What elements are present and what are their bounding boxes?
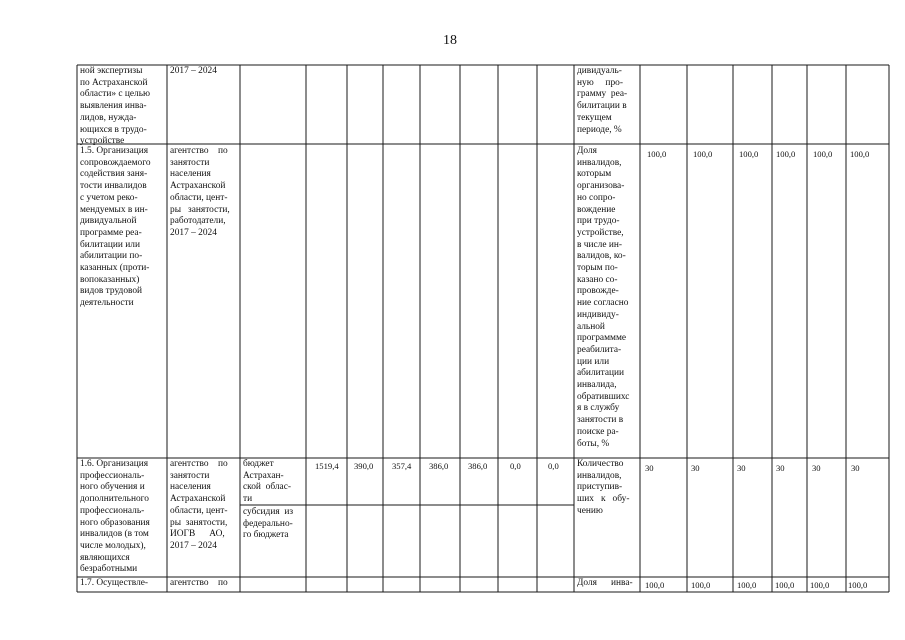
row-1-4-event: ной экспертизы по Астраханской области» с целью выявления инва- лидов, нужда- ющихся в трудо- устройстве — [80, 66, 151, 147]
row-1-7-target: 100,0 — [775, 580, 795, 590]
row-1-7-target: 100,0 — [691, 580, 711, 590]
row-1-6-value: 357,4 — [392, 461, 412, 471]
row-1-5-target: 100,0 — [776, 149, 796, 159]
row-1-6-target: 30 — [737, 463, 746, 473]
row-1-6-value: 0,0 — [510, 461, 521, 471]
row-1-7-target: 100,0 — [645, 580, 665, 590]
row-1-5-target: 100,0 — [693, 149, 713, 159]
row-1-5-target: 100,0 — [813, 149, 833, 159]
row-1-6-indicator: Количество инвалидов, приступив- ших к обу- чению — [577, 459, 630, 516]
row-1-6-value: 386,0 — [429, 461, 449, 471]
row-1-4-indicator: дивидуаль- ную про- грамму реа- билитации в текущем периоде, % — [577, 66, 628, 135]
row-1-6-value: 386,0 — [468, 461, 488, 471]
row-1-6-source-federal: субсидия из федерально- го бюджета — [243, 507, 294, 541]
row-1-5-executor: агентство по занятости населения Астраханской области, цент- ры занятости, работодатели, 2017 – 2024 — [170, 146, 230, 238]
row-1-5-target: 100,0 — [850, 149, 870, 159]
row-1-6-value-total: 1519,4 — [315, 461, 339, 471]
row-1-7-target: 100,0 — [810, 580, 830, 590]
row-1-6-target: 30 — [851, 463, 860, 473]
page-number: 18 — [443, 33, 457, 48]
row-1-4-executor: 2017 – 2024 — [170, 66, 217, 76]
row-1-6-target: 30 — [645, 463, 654, 473]
row-1-5-event: 1.5. Организация сопровождаемого содействия заня- тости инвалидов с учетом реко- мендуемых в ин- дивидуальной программе реа- билитации или абилитации по- казанных (проти- вопоказанных) видов трудовой деятельности — [80, 146, 151, 309]
row-1-6-executor: агентство по занятости населения Астраханской области, цент- ры занятости, ИОГВ АО, 2017 – 2024 — [170, 459, 228, 551]
row-1-7-executor: агентство по — [170, 578, 228, 588]
row-1-6-target: 30 — [691, 463, 700, 473]
row-1-5-target: 100,0 — [739, 149, 759, 159]
row-1-7-indicator: Доля инва- — [577, 578, 633, 588]
row-1-6-event: 1.6. Организация профессиональ- ного обучения и дополнительного профессиональ- ного образования инвалидов (в том числе молодых), являющихся безработными — [80, 459, 150, 575]
row-1-6-value: 0,0 — [548, 461, 559, 471]
row-1-7-target: 100,0 — [848, 580, 868, 590]
row-1-6-target: 30 — [812, 463, 821, 473]
row-1-6-target: 30 — [776, 463, 785, 473]
row-1-5-target: 100,0 — [647, 149, 667, 159]
row-1-6-source-regional: бюджет Астрахан- ской облас- ти — [243, 459, 291, 505]
row-1-7-target: 100,0 — [737, 580, 757, 590]
row-1-7-event: 1.7. Осуществле- — [80, 578, 149, 588]
row-1-6-value: 390,0 — [354, 461, 374, 471]
row-1-5-indicator: Доля инвалидов, которым организова- но сопро- вождение при трудо- устройстве, в числе ин- валидов, ко- торым по- казано со- провожде- ние согласно индивиду- альной программме реабилита- ции или абилитации инвалида, обратившихс я в службу занятости в поиске ра- боты, % — [577, 146, 630, 449]
